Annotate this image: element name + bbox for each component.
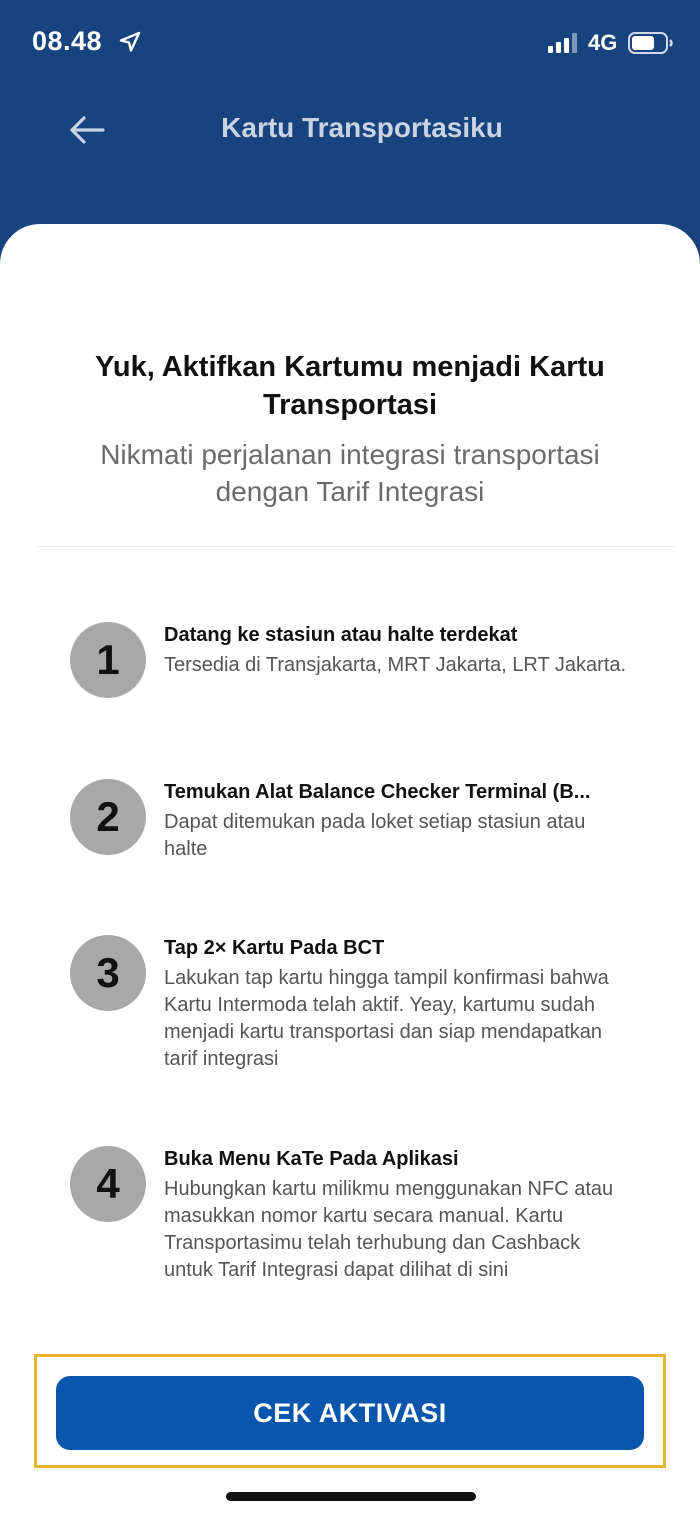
step-description: Lakukan tap kartu hingga tampil konfirmasi bahwa Kartu Intermoda telah aktif. Yeay, kartumu sudah menjadi kartu transportasi dan siap mendapatkan tarif integrasi <box>164 967 609 1070</box>
status-bar <box>0 0 700 88</box>
step-title: Tap 2× Kartu Pada BCT <box>164 937 385 959</box>
step-number-badge: 4 <box>70 1146 146 1222</box>
app-header <box>0 88 700 178</box>
intro-subtitle: Nikmati perjalanan integrasi transportasi dengan Tarif Integrasi <box>100 439 600 507</box>
step-description: Hubungkan kartu milikmu menggunakan NFC atau masukkan nomor kartu secara manual. Kartu Transportasimu telah terhubung dan Cashback untuk Tarif Integrasi dapat dilihat di sini <box>164 1178 614 1281</box>
intro-title: Yuk, Aktifkan Kartumu menjadi Kartu Transportasi <box>95 351 605 421</box>
signal-bars-icon <box>548 33 580 53</box>
step-number-badge: 1 <box>70 622 146 698</box>
step-number-badge: 3 <box>70 935 146 1011</box>
divider <box>38 546 674 547</box>
step-number-badge: 2 <box>70 779 146 855</box>
step-title: Datang ke stasiun atau halte terdekat <box>164 624 518 646</box>
page-title: Kartu Transportasiku <box>221 112 503 143</box>
step-title: Temukan Alat Balance Checker Terminal (B... <box>164 781 591 803</box>
status-time: 08.48 <box>32 26 103 56</box>
check-activation-button[interactable]: CEK AKTIVASI <box>56 1376 644 1450</box>
step-description: Dapat ditemukan pada loket setiap stasiun atau halte <box>164 811 586 860</box>
battery-icon <box>628 31 674 55</box>
content-card <box>0 224 700 1516</box>
network-type: 4G <box>588 30 618 55</box>
home-indicator[interactable] <box>226 1492 476 1501</box>
step-title: Buka Menu KaTe Pada Aplikasi <box>164 1148 459 1170</box>
location-arrow-icon <box>118 30 142 54</box>
step-description: Tersedia di Transjakarta, MRT Jakarta, LRT Jakarta. <box>164 654 627 676</box>
